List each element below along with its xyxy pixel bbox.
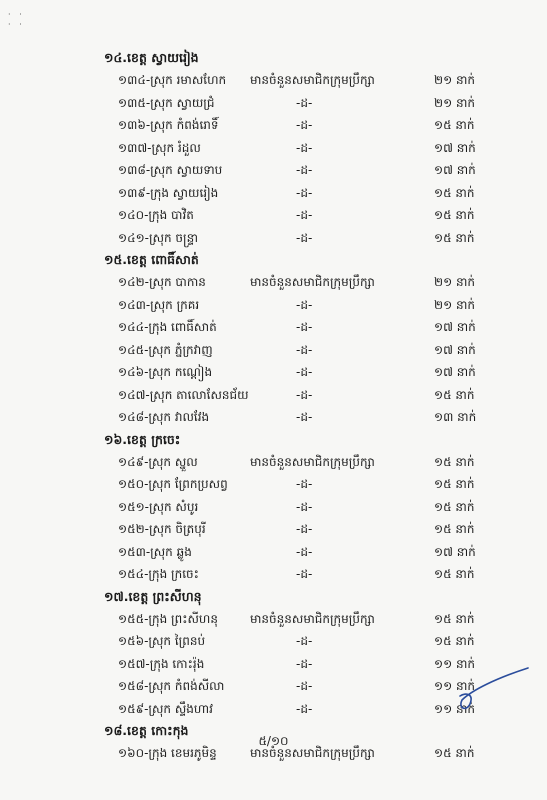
council-description: មានចំនួនសមាជិកក្រុមប្រឹក្សា <box>250 454 375 469</box>
council-description: -ដ- <box>296 118 313 132</box>
province-section <box>104 249 504 429</box>
district-row <box>104 563 504 586</box>
council-description: -ដ- <box>296 185 313 200</box>
district-name: ១៤៧-ស្រុក តាលោសែនជ័យ <box>118 387 249 402</box>
signature-mark <box>452 664 532 724</box>
province-section <box>104 47 504 249</box>
council-description: -ដ- <box>296 499 313 514</box>
district-name: ១៤១-ស្រុក ចន្ទ្រា <box>118 230 199 245</box>
district-name: ១៤៥-ស្រុក ភ្នំក្រវាញ <box>118 342 213 357</box>
council-description: -ដ- <box>296 679 313 693</box>
council-description: -ដ- <box>296 365 313 379</box>
province-heading: ១៨.ខេត្ត កោះកុង <box>104 723 189 738</box>
district-name: ១៦០-ក្រុង ខេមរភូមិន្ទ <box>118 746 217 760</box>
district-name: ១៥២-ស្រុក ចិត្របុរី <box>118 522 206 536</box>
district-name: ១៥៥-ក្រុង ព្រះសីហនុ <box>118 611 218 626</box>
district-name: ១៣៨-ស្រុក ស្វាយទាប <box>118 163 223 177</box>
district-row <box>104 608 504 631</box>
district-name: ១៤២-ស្រុក បាកាន <box>118 275 206 289</box>
district-name: ១៤៩-ស្រុក ស្នួល <box>118 454 198 469</box>
district-name: ១៣៦-ស្រុក កំពង់រោទិ៍ <box>118 118 219 132</box>
council-description: -ដ- <box>296 208 313 222</box>
district-name: ១៤៣-ស្រុក ក្រគរ <box>118 297 200 312</box>
district-row <box>104 384 504 407</box>
member-count: ២១ នាក់ <box>434 275 476 289</box>
province-heading: ១៦.ខេត្ត ក្រចេះ <box>104 431 181 447</box>
province-section <box>104 429 504 586</box>
district-row <box>104 496 504 519</box>
member-count: ១៥ នាក់ <box>434 499 475 514</box>
district-row <box>104 451 504 474</box>
member-count: ១៧ នាក់ <box>434 320 476 334</box>
district-name: ១៣៩-ក្រុង ស្វាយរៀង <box>118 185 219 200</box>
district-row <box>104 653 504 676</box>
district-row <box>104 316 504 339</box>
council-description: មានចំនួនសមាជិកក្រុមប្រឹក្សា <box>250 73 375 87</box>
member-count: ១៥ នាក់ <box>434 118 475 132</box>
district-name: ១៥៧-ក្រុង កោះរ៉ុង <box>118 656 205 671</box>
member-count: ១៧ នាក់ <box>434 342 476 357</box>
district-row <box>104 473 504 496</box>
province-section <box>104 586 504 721</box>
district-row <box>104 182 504 205</box>
member-count: ១៧ នាក់ <box>434 365 476 379</box>
member-count: ១៥ នាក់ <box>434 230 475 245</box>
page-number: ៥/១០ <box>258 734 289 748</box>
district-name: ១៥១-ស្រុក សំបូរ <box>118 499 199 514</box>
member-count: ១៥ នាក់ <box>434 634 475 648</box>
council-description: -ដ- <box>296 95 313 110</box>
district-name: ១៥៦-ស្រុក ព្រៃនប់ <box>118 634 206 648</box>
district-name: ១៤០-ក្រុង បាវិត <box>118 208 194 222</box>
council-description: មានចំនួនសមាជិកក្រុមប្រឹក្សា <box>250 275 375 289</box>
member-count: ១៥ នាក់ <box>434 746 475 760</box>
member-count: ១១ នាក់ <box>434 656 476 671</box>
member-count: ១៥ នាក់ <box>434 611 475 626</box>
district-name: ១៥៨-ស្រុក កំពង់សីលា <box>118 679 225 693</box>
district-row <box>104 541 504 564</box>
district-row <box>104 159 504 182</box>
member-count: ១៧ នាក់ <box>434 544 476 559</box>
member-count: ២១ នាក់ <box>434 297 476 312</box>
council-description: -ដ- <box>296 297 313 312</box>
district-row <box>104 339 504 362</box>
member-count: ១១ នាក់ <box>434 701 476 716</box>
council-description: -ដ- <box>296 320 313 334</box>
member-count: ១១ នាក់ <box>434 679 476 693</box>
member-count: ១៥ នាក់ <box>434 185 475 200</box>
council-description: -ដ- <box>296 387 313 402</box>
council-description: -ដ- <box>296 567 313 581</box>
province-heading: ១៧.ខេត្ត ព្រះសីហនុ <box>104 588 202 604</box>
district-row <box>104 675 504 698</box>
council-description: មានចំនួនសមាជិកក្រុមប្រឹក្សា <box>250 611 375 626</box>
member-count: ១៥ នាក់ <box>434 454 475 469</box>
member-count: ១៧ នាក់ <box>434 140 476 155</box>
member-count: ១៥ នាក់ <box>434 522 475 536</box>
district-name: ១៣៧-ស្រុក រំដួល <box>118 140 201 155</box>
council-description: -ដ- <box>296 230 313 245</box>
district-row <box>104 227 504 250</box>
council-description: -ដ- <box>296 140 313 155</box>
council-list <box>104 47 504 765</box>
council-description: -ដ- <box>296 701 313 716</box>
council-description: -ដ- <box>296 477 313 491</box>
member-count: ១៥ នាក់ <box>434 387 475 402</box>
district-row <box>104 204 504 227</box>
district-row <box>104 518 504 541</box>
district-row <box>104 271 504 294</box>
district-row <box>104 630 504 653</box>
scan-speckles: · · · · <box>8 10 25 29</box>
council-description: -ដ- <box>296 163 313 177</box>
district-name: ១៥៤-ក្រុង ក្រចេះ <box>118 567 199 581</box>
district-row <box>104 69 504 92</box>
member-count: ២១ នាក់ <box>434 95 476 110</box>
member-count: ១៥ នាក់ <box>434 567 475 581</box>
district-name: ១៥៩-ស្រុក ស្ទឹងហាវ <box>118 701 213 716</box>
district-name: ១៣៥-ស្រុក ស្វាយជ្រំ <box>118 95 215 110</box>
district-name: ១៣៤-ស្រុក រមាសហែក <box>118 73 227 87</box>
council-description: -ដ- <box>296 656 313 671</box>
district-row <box>104 137 504 160</box>
member-count: ១៧ នាក់ <box>434 163 476 177</box>
district-row <box>104 361 504 384</box>
province-heading: ១៤.ខេត្ត ស្វាយរៀង <box>104 50 199 65</box>
district-name: ១៤៨-ស្រុក វាលវែង <box>118 410 210 424</box>
member-count: ២១ នាក់ <box>434 73 476 87</box>
member-count: ១៥ នាក់ <box>434 477 475 491</box>
district-row <box>104 294 504 317</box>
district-name: ១៤៦-ស្រុក កណ្ដៀង <box>118 365 213 379</box>
district-name: ១៥០-ស្រុក ព្រែកប្រសព្វ <box>118 477 228 491</box>
district-row <box>104 406 504 429</box>
council-description: -ដ- <box>296 342 313 357</box>
member-count: ១៥ នាក់ <box>434 208 475 222</box>
district-row <box>104 698 504 721</box>
district-name: ១៥៣-ស្រុក ឆ្លូង <box>118 544 192 559</box>
council-description: មានចំនួនសមាជិកក្រុមប្រឹក្សា <box>250 746 375 760</box>
member-count: ១៣ នាក់ <box>434 410 477 424</box>
district-row <box>104 92 504 115</box>
council-description: -ដ- <box>296 410 313 424</box>
district-row <box>104 114 504 137</box>
council-description: -ដ- <box>296 634 313 648</box>
province-heading: ១៥.ខេត្ត ពោធិ៍សាត់ <box>104 252 199 267</box>
district-name: ១៤៤-ក្រុង ពោធិ៍សាត់ <box>118 320 217 334</box>
council-description: -ដ- <box>296 522 313 536</box>
council-description: -ដ- <box>296 544 313 559</box>
